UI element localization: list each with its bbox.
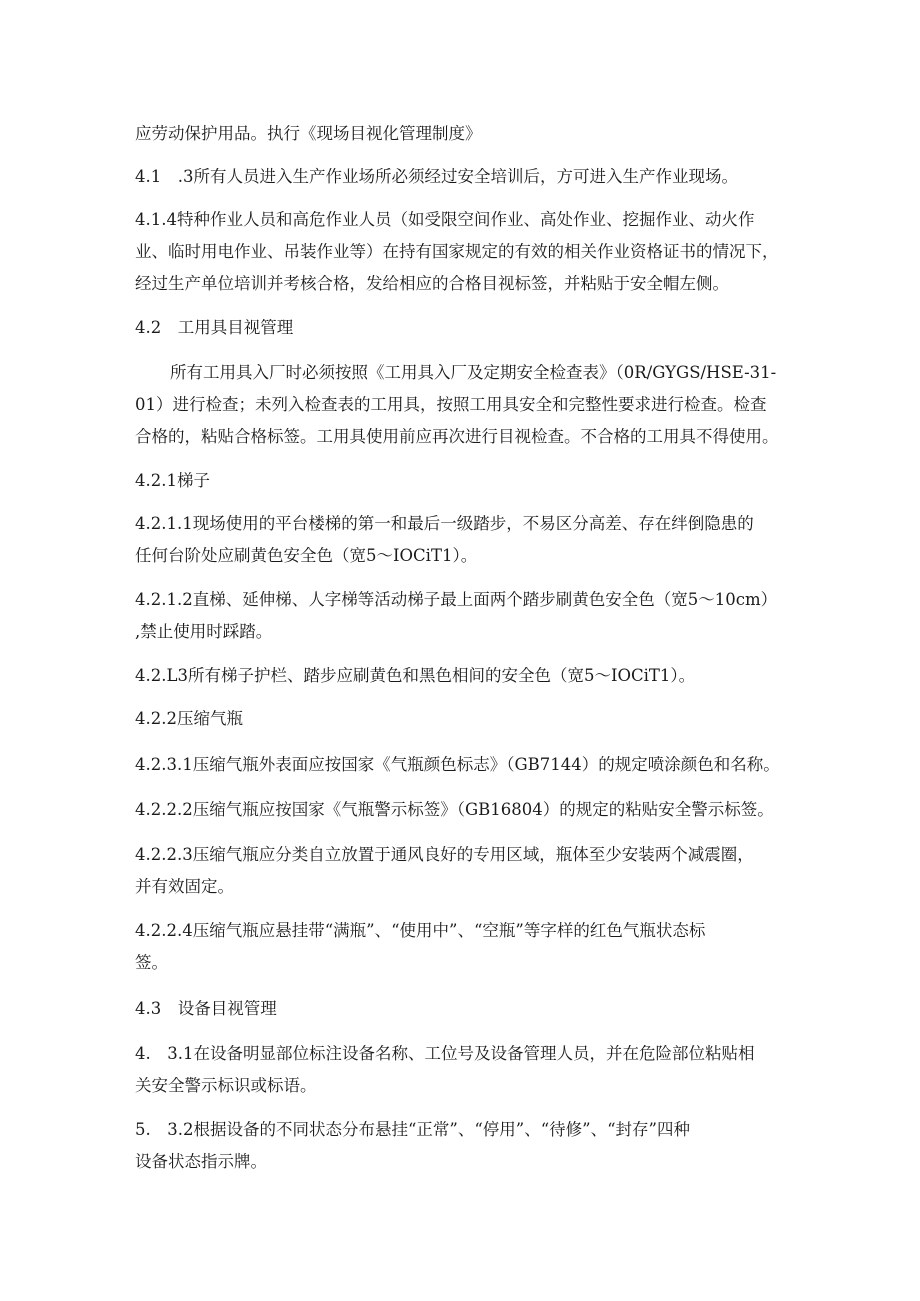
paragraph-4-2-2-3: [135, 839, 797, 903]
text-line: 4.2.2.3压缩气瓶应分类自立放置于通风良好的专用区域，瓶体至少安装两个减震圈，: [135, 845, 754, 864]
text-line: 并有效固定。: [135, 877, 234, 896]
text-line: 关安全警示标识或标语。: [135, 1076, 317, 1095]
text-line: 01）进行检查；未列入检查表的工用具，按照工用具安全和完整性要求进行检查。检查: [135, 395, 767, 414]
text-line: 5. 3.2根据设备的不同状态分布悬挂“正常”、“停用”、“待修”、“封存”四种: [135, 1120, 690, 1139]
text-line: 4.2.2.2压缩气瓶应按国家《气瓶警示标签》（GB16804）的规定的粘贴安全警示标签。: [135, 800, 774, 819]
text-line: 签。: [135, 953, 168, 972]
paragraph-4-2-2-2: [135, 794, 797, 826]
text-line: 4.1.4特种作业人员和高危作业人员（如受限空间作业、高处作业、挖掘作业、动火作: [135, 210, 755, 229]
paragraph-4-1-4: [135, 204, 797, 300]
heading-text: 4.2 工用具目视管理: [135, 318, 294, 337]
text-line: 4.2.L3所有梯子护栏、踏步应刷黄色和黑色相间的安全色（宽5～IOCiT1）。: [135, 666, 696, 685]
text-line: 4.2.3.1压缩气瓶外表面应按国家《气瓶颜色标志》（GB7144）的规定喷涂颜色和名称。: [135, 755, 780, 774]
text-line: ,禁止使用时踩踏。: [135, 622, 273, 641]
section-heading-4-2-1: [135, 465, 797, 497]
section-heading-4-2: [135, 312, 797, 344]
text-line: 经过生产单位培训并考核合格，发给相应的合格目视标签，并粘贴于安全帽左侧。: [135, 274, 729, 293]
paragraph-4-2-1-2: [135, 584, 797, 648]
paragraph-4-2-3-1: [135, 749, 797, 781]
section-heading-4-3: [135, 993, 797, 1025]
text-line: 4.1 .3所有人员进入生产作业场所必须经过安全培训后，方可进入生产作业现场。: [135, 167, 738, 186]
text-line: 任何台阶处应刷黄色安全色（宽5～IOCiT1）。: [135, 546, 478, 565]
paragraph-4-2-1-1: [135, 508, 797, 572]
paragraph-4-2-1-3: [135, 660, 797, 692]
text-line: 设备状态指示牌。: [135, 1152, 267, 1171]
text-line: 4.2.2.4压缩气瓶应悬挂带“满瓶”、“使用中”、“空瓶”等字样的红色气瓶状态标: [135, 921, 706, 940]
heading-text: 4.3 设备目视管理: [135, 999, 277, 1018]
text-line: 4.2.1.1现场使用的平台楼梯的第一和最后一级踏步，不易区分高差、存在绊倒隐患的: [135, 514, 754, 533]
text-line: 业、临时用电作业、吊装作业等）在持有国家规定的有效的相关作业资格证书的情况下，: [135, 242, 779, 261]
text-line: 合格的，粘贴合格标签。工用具使用前应再次进行目视检查。不合格的工用具不得使用。: [135, 427, 779, 446]
paragraph-ppe-clause: [135, 118, 797, 150]
text-line: 4. 3.1在设备明显部位标注设备名称、工位号及设备管理人员，并在危险部位粘贴相: [135, 1044, 755, 1063]
section-heading-4-2-2: [135, 703, 797, 735]
text-line: 所有工用具入厂时必须按照《工用具入厂及定期安全检查表》（0R/GYGS/HSE-31-: [170, 363, 777, 382]
paragraph-4-1-3: [135, 161, 797, 193]
text-line: 4.2.1.2直梯、延伸梯、人字梯等活动梯子最上面两个踏步刷黄色安全色（宽5～10cm）: [135, 590, 778, 609]
paragraph-4-2-2-4: [135, 915, 797, 979]
paragraph-tools-inspection: [135, 357, 797, 453]
text-line: 应劳动保护用品。执行《现场目视化管理制度》: [135, 124, 482, 143]
heading-text: 4.2.1梯子: [135, 471, 210, 490]
paragraph-4-3-1: [135, 1038, 797, 1102]
paragraph-4-3-2: [135, 1114, 797, 1178]
heading-text: 4.2.2压缩气瓶: [135, 709, 243, 728]
